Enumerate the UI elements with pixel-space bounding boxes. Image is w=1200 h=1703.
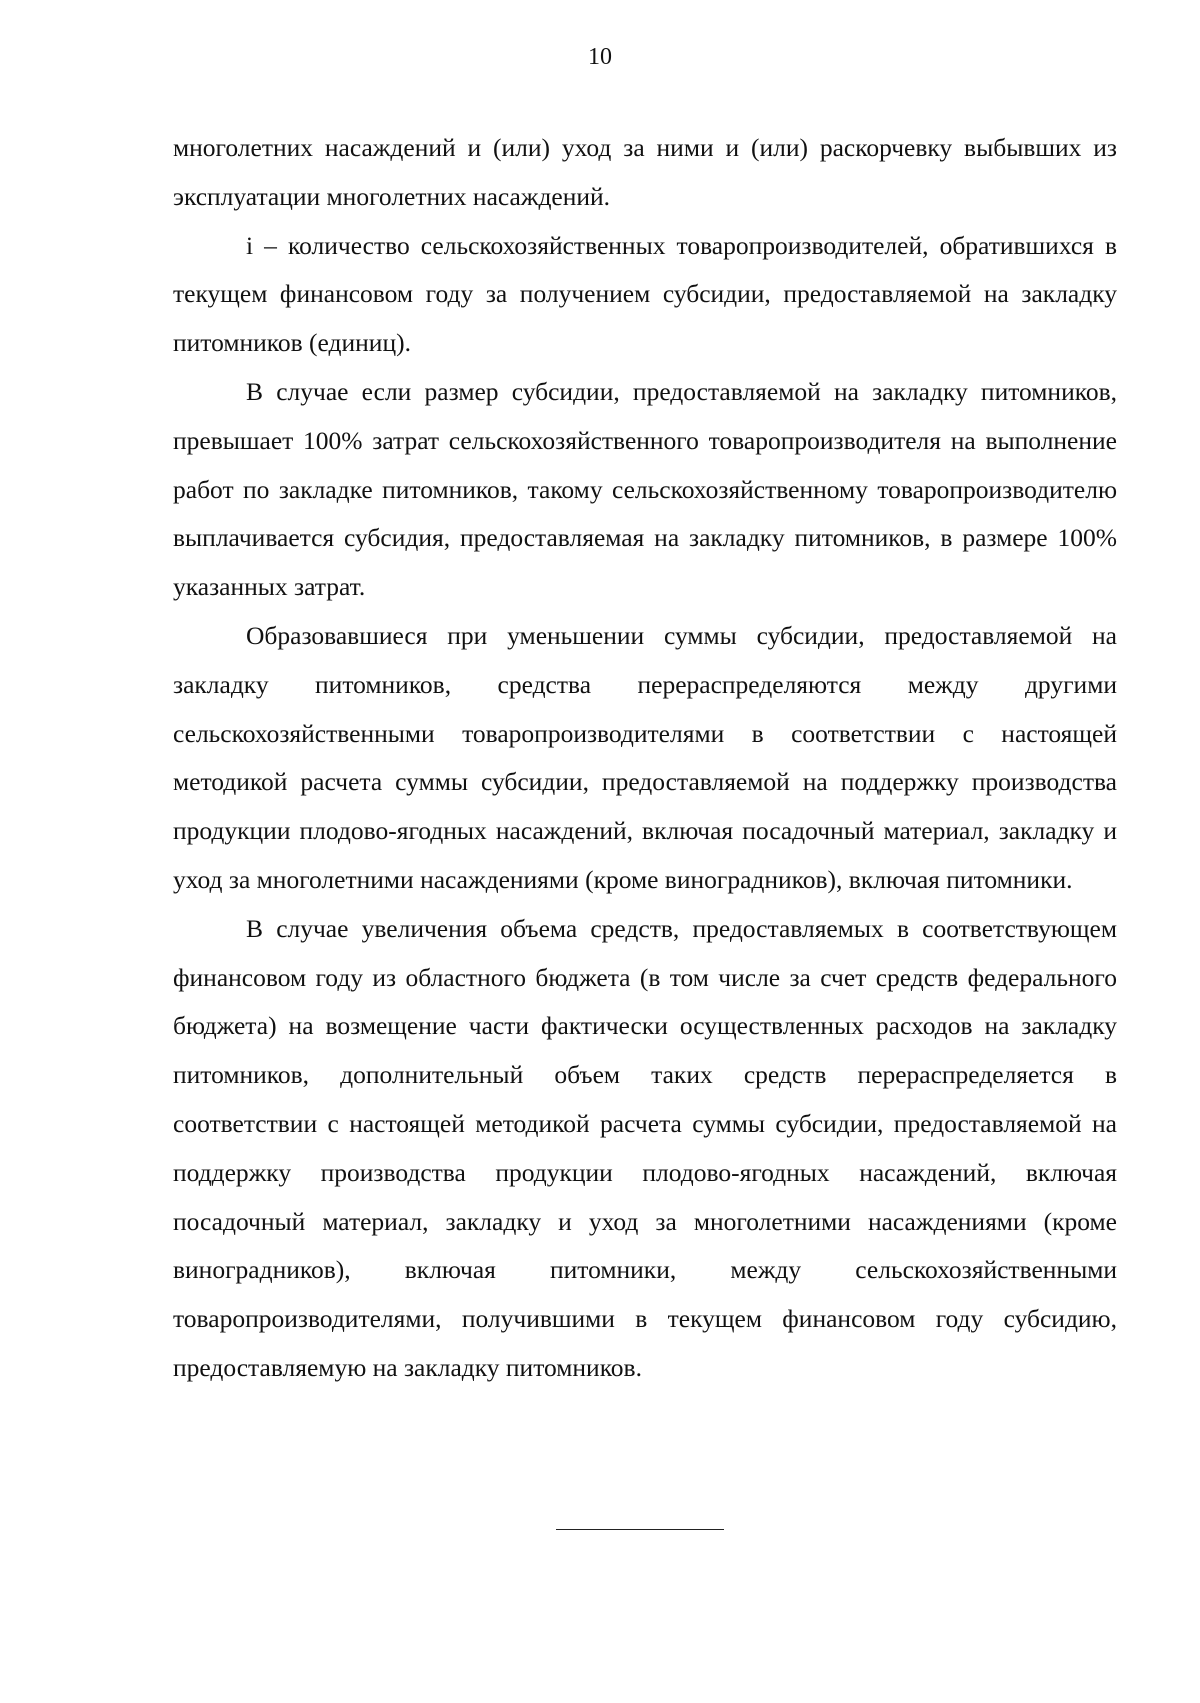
paragraph-variable-i-definition: i – количество сельскохозяйственных товаропроизводителей, обратившихся в текущем финансовом году за получением субсидии, предоставляемой на закладку питомников (единиц). <box>173 230 1117 358</box>
page-number: 10 <box>588 44 612 70</box>
end-separator-line <box>556 1529 724 1530</box>
document-body <box>173 124 1117 1393</box>
paragraph-subsidy-cap: В случае если размер субсидии, предоставляемой на закладку питомников, превышает 100% затрат сельскохозяйственного товаропроизводителя на выполнение работ по закладке питомников, такому сельскохозяйственному товаропроизводителю выплачивается субсидия, предоставляемая на закладку питомников, в размере 100% указанных затрат. <box>173 376 1117 602</box>
paragraph-continuation: многолетних насаждений и (или) уход за ними и (или) раскорчевку выбывших из эксплуатации многолетних насаждений. <box>173 133 1117 211</box>
paragraph-increase-redistribution: В случае увеличения объема средств, предоставляемых в соответствующем финансовом году из областного бюджета (в том числе за счет средств федерального бюджета) на возмещение части фактически осуществленных расходов на закладку питомников, дополнительный объем таких средств перераспределяется в соответствии с настоящей методикой расчета суммы субсидии, предоставляемой на поддержку производства продукции плодово-ягодных насаждений, включая посадочный материал, закладку и уход за многолетними насаждениями (кроме виноградников), включая питомники, между сельскохозяйственными товаропроизводителями, получившими в текущем финансовом году субсидию, предоставляемую на закладку питомников. <box>173 913 1117 1382</box>
paragraph-redistribution: Образовавшиеся при уменьшении суммы субсидии, предоставляемой на закладку питомников, средства перераспределяются между другими сельскохозяйственными товаропроизводителями в соответствии с настоящей методикой расчета суммы субсидии, предоставляемой на поддержку производства продукции плодово-ягодных насаждений, включая посадочный материал, закладку и уход за многолетними насаждениями (кроме виноградников), включая питомники. <box>173 620 1117 894</box>
